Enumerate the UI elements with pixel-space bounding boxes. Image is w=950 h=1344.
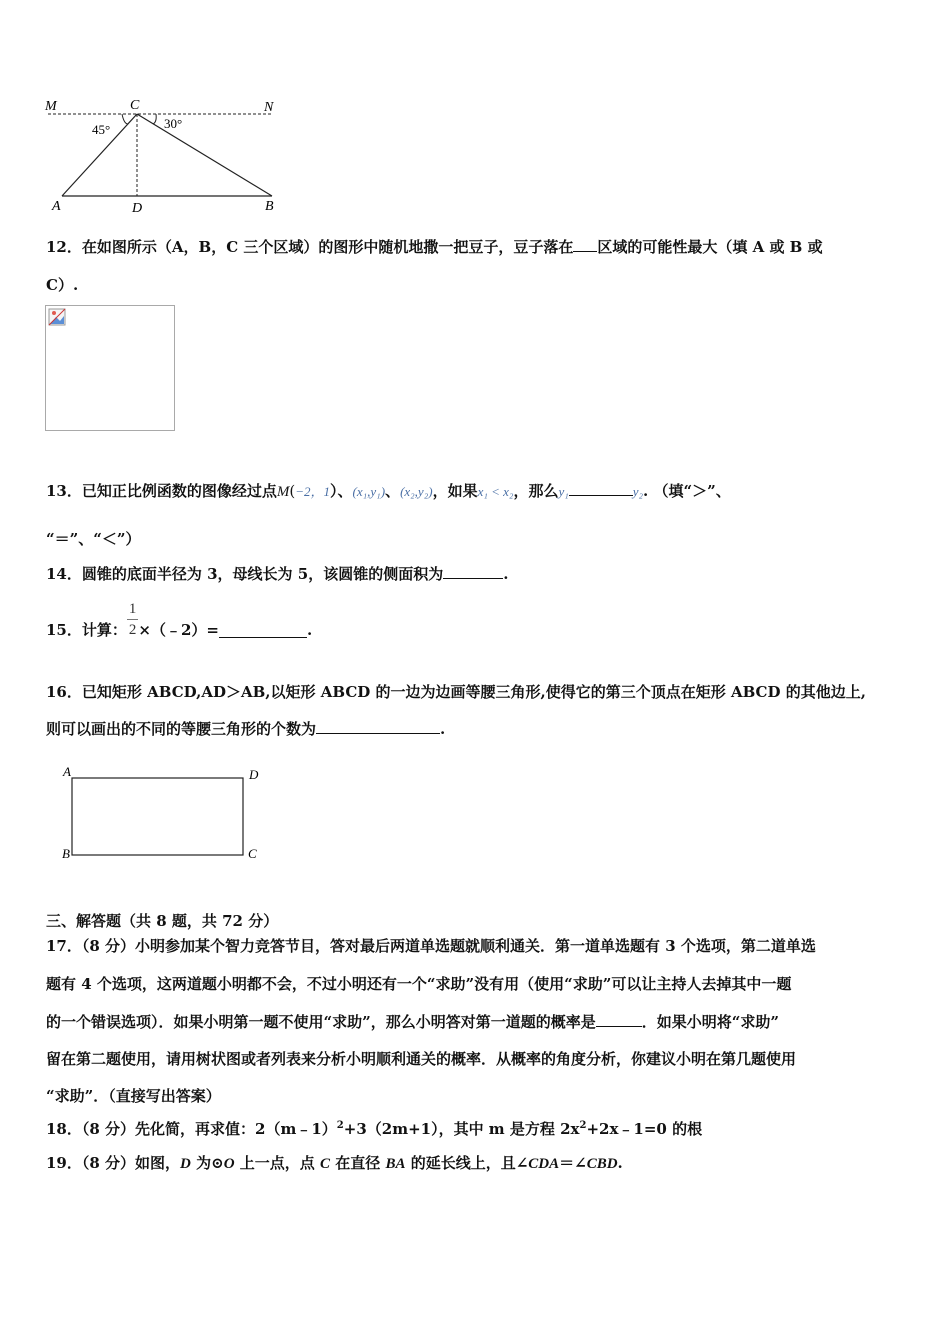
q13-condition: x₁ < x₂ (477, 484, 514, 499)
q15-denominator: 2 (128, 621, 137, 638)
q19-cda: CDA (528, 1156, 560, 1172)
triangle-figure (40, 92, 290, 217)
q17-line3b: ．如果小明将“求助” (641, 1013, 780, 1031)
rectangle-figure (58, 762, 268, 867)
rectangle-abcd (72, 778, 243, 855)
q16-answer-blank[interactable] (316, 719, 440, 734)
q17-line2: 题有 4 个选项，这两道题小明都不会，不过小明还有一个“求助”没有用（使用“求助”可以让主持人去掉其中一题 (46, 975, 792, 993)
q16-line2: 则可以画出的不同的等腰三角形的个数为 (46, 720, 317, 738)
label-n: N (264, 100, 274, 115)
question-13-line2 (46, 528, 141, 549)
q13-text1: 13．已知正比例函数的图像经过点 (46, 482, 277, 500)
question-16-line1 (46, 681, 866, 702)
section-3-text: 三、解答题（共 8 题，共 72 分） (46, 912, 279, 930)
question-16-line2 (46, 718, 445, 739)
label-c: C (130, 98, 140, 113)
q19-cbd: CBD (586, 1156, 618, 1172)
q13-point-m: M (276, 484, 290, 500)
q18-sup2: 2 (579, 1120, 587, 1131)
q19-point-c: C (319, 1156, 330, 1172)
q17-line4: 留在第二题使用，请用树状图或者列表来分析小明顺利通关的概率．从概率的角度分析，你建议小明在第几题使用 (46, 1050, 797, 1068)
broken-image-icon (48, 308, 66, 326)
question-17-line3 (46, 1011, 779, 1032)
label-a: A (52, 199, 61, 214)
q14-answer-blank[interactable] (443, 564, 503, 579)
question-17-line4 (46, 1048, 796, 1069)
q13-tail: . （填“＞”、 (643, 482, 731, 500)
rect-label-d: D (249, 767, 259, 782)
question-19 (46, 1152, 623, 1173)
q18-b: +3（2m+1），其中 m 是方程 2x (343, 1120, 580, 1138)
segment-cb (137, 114, 272, 196)
label-b: B (265, 199, 274, 214)
question-17-line1 (46, 935, 816, 956)
q13-y1: y₁ (558, 484, 569, 499)
q19-e: 的延长线上，且∠ (405, 1154, 529, 1172)
q14-text: 14．圆锥的底面半径为 3，母线长为 5，该圆锥的侧面积为 (46, 565, 444, 583)
question-17-line2 (46, 973, 791, 994)
broken-image-placeholder (45, 305, 175, 431)
section-3-title (46, 910, 278, 931)
q13-point-2: (x₂,y₂) (400, 484, 433, 499)
q15-end: . (306, 621, 313, 639)
q13-sep1: ）、 (330, 482, 353, 500)
question-12-line2 (46, 274, 78, 295)
question-12-line1 (46, 236, 823, 257)
q15-fraction (127, 599, 139, 640)
q15-expr: ×（﹣2）= (138, 621, 219, 639)
q15-text: 15．计算： (46, 621, 127, 639)
question-17-line5 (46, 1085, 221, 1106)
q19-g: . (617, 1154, 623, 1172)
q19-ba: BA (385, 1156, 406, 1172)
question-14 (46, 563, 508, 584)
q15-numerator: 1 (127, 599, 139, 620)
label-d: D (132, 201, 143, 216)
q19-f: ＝∠ (559, 1154, 587, 1172)
q13-line2: “＝”、“＜”） (46, 530, 141, 548)
angle-label-30: 30° (164, 116, 183, 131)
q18-c: +2x﹣1=0 的根 (586, 1120, 703, 1138)
q15-answer-blank[interactable] (219, 623, 307, 638)
q19-c: 上一点，点 (234, 1154, 320, 1172)
q12-text2: 区域的可能性最大（填 A 或 B 或 (597, 238, 823, 256)
q14-end: . (503, 565, 509, 583)
q13-answer-blank[interactable] (569, 481, 633, 496)
q19-a: 19．（8 分）如图， (46, 1154, 181, 1172)
rect-label-c: C (248, 846, 257, 861)
q12-answer-blank[interactable] (573, 237, 597, 252)
q13-m-coords: −2，1 (295, 484, 331, 499)
q17-line5: “求助”．（直接写出答案） (46, 1087, 221, 1105)
q17-answer-blank[interactable] (596, 1012, 642, 1027)
q19-d-text: 在直径 (330, 1154, 386, 1172)
q18-a: 18．（8 分）先化简，再求值：2（m﹣1） (46, 1120, 337, 1138)
q13-if: ，如果 (432, 482, 478, 500)
q19-d: D (180, 1156, 191, 1172)
angle-arc-left (122, 114, 128, 124)
label-m: M (45, 99, 57, 114)
q12-text3: C）. (46, 276, 79, 294)
question-15 (46, 598, 312, 640)
q16-line1: 16．已知矩形 ABCD,AD＞AB,以矩形 ABCD 的一边为边画等腰三角形,使得它的第三个顶点在矩形 ABCD 的其他边上, (46, 683, 866, 701)
angle-label-45: 45° (92, 122, 111, 137)
q17-line1: 17．（8 分）小明参加某个智力竞答节目，答对最后两道单选题就顺利通关．第一道单选题有 3 个选项，第二道单选 (46, 937, 816, 955)
question-18 (46, 1118, 702, 1139)
q19-o: O (223, 1156, 235, 1172)
rect-label-b: B (62, 846, 70, 861)
rect-label-a: A (63, 764, 71, 779)
q16-end: . (440, 720, 446, 738)
q13-then: ，那么 (513, 482, 559, 500)
q13-point-1: (x₁,y₁) (352, 484, 386, 499)
q18-sup1: 2 (336, 1120, 344, 1131)
q13-sep2: 、 (385, 482, 401, 500)
q17-line3a: 的一个错误选项）．如果小明第一题不使用“求助”，那么小明答对第一道题的概率是 (46, 1013, 596, 1031)
q13-y2: y₂ (632, 484, 644, 499)
q12-text1: 12．在如图所示（A，B，C 三个区域）的图形中随机地撒一把豆子，豆子落在 (46, 238, 574, 256)
question-13-line1: 13．已知正比例函数的图像经过点M(−2，1）、(x₁,y₁)、(x₂,y₂)，如果x₁ < x₂，那么y₁ y₂. （填“＞”、 (46, 482, 731, 500)
angle-arc-right (153, 114, 156, 124)
q19-b: 为⊙ (190, 1154, 224, 1172)
